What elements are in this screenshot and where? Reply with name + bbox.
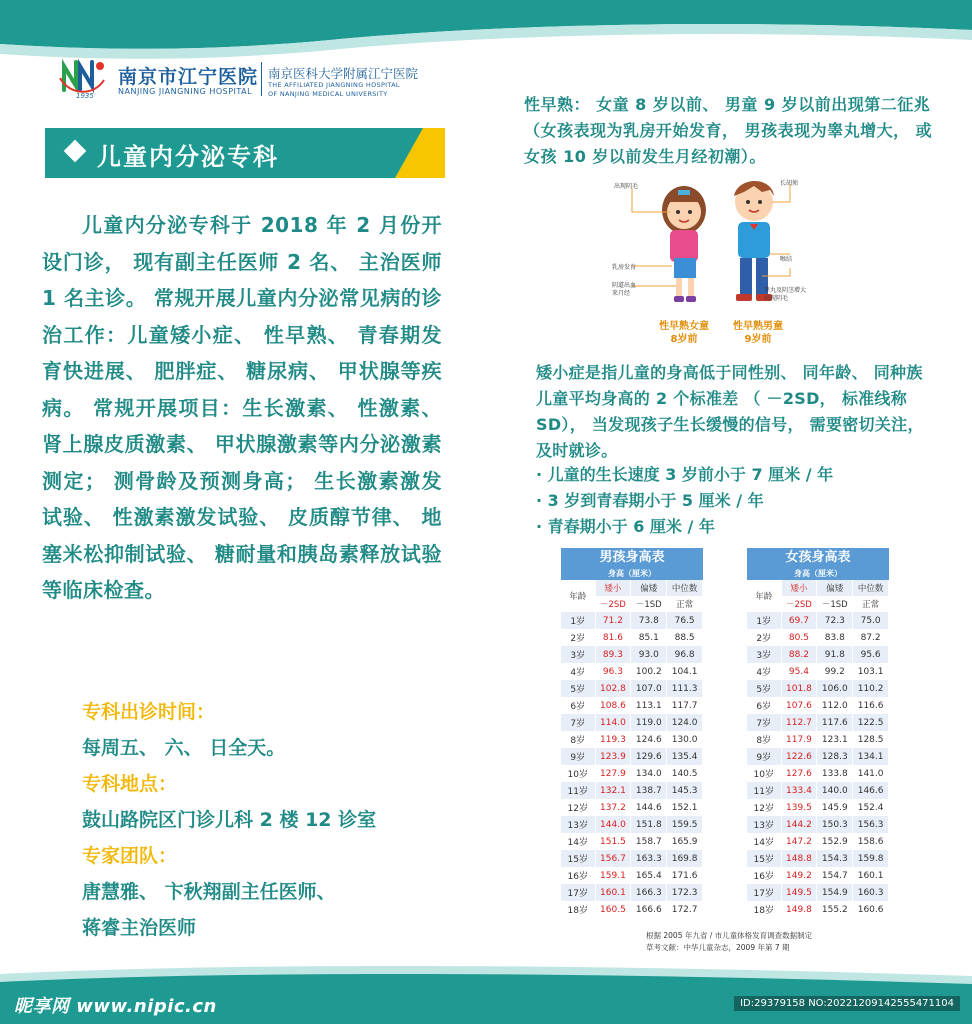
median-value-cell: 140.5: [667, 765, 703, 782]
table-row: [561, 629, 703, 646]
low-value-cell: 138.7: [631, 782, 667, 799]
low-value-cell: 166.6: [631, 901, 667, 918]
short-value-cell: 160.1: [595, 884, 631, 901]
median-value-cell: 75.0: [853, 612, 889, 629]
age-cell: 1岁: [561, 612, 595, 629]
girls-table-subtitle: 身高（厘米）: [794, 569, 842, 578]
short-value-cell: 160.5: [595, 901, 631, 918]
low-value-cell: 134.0: [631, 765, 667, 782]
growth-rate-item: · 3 岁到青春期小于 5 厘米 / 年: [536, 491, 764, 510]
department-intro: [42, 207, 442, 609]
median-value-cell: 122.5: [853, 714, 889, 731]
col-short: 矮小: [595, 580, 631, 596]
low-value-cell: 158.7: [631, 833, 667, 850]
age-cell: 6岁: [561, 697, 595, 714]
median-value-cell: 110.2: [853, 680, 889, 697]
age-cell: 2岁: [747, 629, 781, 646]
team-label: 专家团队：: [82, 845, 178, 867]
table-row: [747, 782, 889, 799]
department-title: 儿童内分泌专科: [97, 143, 279, 171]
table-row: [747, 731, 889, 748]
short-value-cell: 149.2: [781, 867, 817, 884]
median-value-cell: 159.5: [667, 816, 703, 833]
median-value-cell: 172.3: [667, 884, 703, 901]
affiliate-name-en-line1: THE AFFILIATED JIANGNING HOSPITAL: [268, 81, 400, 89]
girl-caption: [652, 320, 716, 346]
median-value-cell: 165.9: [667, 833, 703, 850]
low-value-cell: 154.3: [817, 850, 853, 867]
low-value-cell: 117.6: [817, 714, 853, 731]
hospital-name-en: NANJING JIANGNING HOSPITAL: [118, 87, 253, 96]
age-cell: 14岁: [561, 833, 595, 850]
team-value-line2: 蒋睿主治医师: [82, 917, 197, 939]
low-value-cell: 100.2: [631, 663, 667, 680]
low-value-cell: 113.1: [631, 697, 667, 714]
low-value-cell: 93.0: [631, 646, 667, 663]
median-value-cell: 95.6: [853, 646, 889, 663]
age-cell: 9岁: [561, 748, 595, 765]
age-cell: 17岁: [561, 884, 595, 901]
location-value: 鼓山路院区门诊儿科 2 楼 12 诊室: [82, 809, 377, 831]
low-value-cell: 145.9: [817, 799, 853, 816]
low-value-cell: 144.6: [631, 799, 667, 816]
table-row: [747, 680, 889, 697]
short-value-cell: 96.3: [595, 663, 631, 680]
table-row: [561, 680, 703, 697]
short-value-cell: 69.7: [781, 612, 817, 629]
age-cell: 14岁: [747, 833, 781, 850]
col-low-sd: －1SD: [631, 596, 667, 612]
hours-value: 每周五、 六、 日全天。: [82, 737, 286, 759]
median-value-cell: 88.5: [667, 629, 703, 646]
short-value-cell: 89.3: [595, 646, 631, 663]
median-value-cell: 76.5: [667, 612, 703, 629]
age-cell: 13岁: [747, 816, 781, 833]
low-value-cell: 85.1: [631, 629, 667, 646]
age-cell: 3岁: [747, 646, 781, 663]
low-value-cell: 128.3: [817, 748, 853, 765]
precocious-puberty-illustration: [612, 172, 812, 352]
girl-caption-line1: 性早熟女童: [659, 321, 709, 332]
table-row: [561, 782, 703, 799]
girls-table-grid: [747, 580, 889, 918]
affiliate-name-en: [268, 81, 400, 98]
age-cell: 18岁: [747, 901, 781, 918]
table-row: [561, 816, 703, 833]
median-value-cell: 117.7: [667, 697, 703, 714]
age-cell: 10岁: [747, 765, 781, 782]
growth-rate-item: · 青春期小于 6 厘米 / 年: [536, 517, 715, 536]
short-value-cell: 149.8: [781, 901, 817, 918]
table-row: [561, 697, 703, 714]
low-value-cell: 129.6: [631, 748, 667, 765]
watermark-id: ID:29379158 NO:20221209142555471104: [734, 996, 960, 1011]
table-row: [747, 901, 889, 918]
table-row: [747, 765, 889, 782]
low-value-cell: 99.2: [817, 663, 853, 680]
table-row: [747, 884, 889, 901]
boys-table-header: [561, 548, 703, 580]
age-cell: 11岁: [561, 782, 595, 799]
table-row: [747, 612, 889, 629]
low-value-cell: 140.0: [817, 782, 853, 799]
short-value-cell: 144.0: [595, 816, 631, 833]
short-value-cell: 81.6: [595, 629, 631, 646]
age-cell: 16岁: [561, 867, 595, 884]
low-value-cell: 123.1: [817, 731, 853, 748]
boys-table-subtitle: 身高（厘米）: [608, 569, 656, 578]
location-label: 专科地点：: [82, 773, 178, 795]
median-value-cell: 130.0: [667, 731, 703, 748]
watermark-brand: 昵享网 www.nipic.cn: [14, 996, 217, 1017]
boy-caption-line1: 性早熟男童: [733, 321, 783, 332]
median-value-cell: 116.6: [853, 697, 889, 714]
note-boy-beard: 长胡须: [780, 180, 799, 187]
table-row: [561, 867, 703, 884]
short-value-cell: 147.2: [781, 833, 817, 850]
median-value-cell: 171.6: [667, 867, 703, 884]
median-value-cell: 160.6: [853, 901, 889, 918]
age-cell: 3岁: [561, 646, 595, 663]
boys-table-title: 男孩身高表: [599, 550, 665, 565]
low-value-cell: 83.8: [817, 629, 853, 646]
girls-table-header: [747, 548, 889, 580]
low-value-cell: 124.6: [631, 731, 667, 748]
table-row: [747, 850, 889, 867]
low-value-cell: 91.8: [817, 646, 853, 663]
short-value-cell: 108.6: [595, 697, 631, 714]
age-cell: 11岁: [747, 782, 781, 799]
short-value-cell: 71.2: [595, 612, 631, 629]
low-value-cell: 152.9: [817, 833, 853, 850]
short-value-cell: 148.8: [781, 850, 817, 867]
data-source-note: [646, 930, 812, 954]
short-value-cell: 123.9: [595, 748, 631, 765]
note-girl-breast: 乳房发育: [612, 264, 637, 271]
low-value-cell: 165.4: [631, 867, 667, 884]
median-value-cell: 124.0: [667, 714, 703, 731]
table-row: [561, 612, 703, 629]
age-cell: 6岁: [747, 697, 781, 714]
short-value-cell: 95.4: [781, 663, 817, 680]
age-cell: 4岁: [561, 663, 595, 680]
age-cell: 13岁: [561, 816, 595, 833]
age-cell: 5岁: [747, 680, 781, 697]
low-value-cell: 154.7: [817, 867, 853, 884]
age-cell: 10岁: [561, 765, 595, 782]
growth-rate-item: · 儿童的生长速度 3 岁前小于 7 厘米 / 年: [536, 465, 834, 484]
col-low: 偏矮: [631, 580, 667, 596]
boy-caption-line2: 9岁前: [744, 334, 772, 345]
table-row: [561, 663, 703, 680]
low-value-cell: 72.3: [817, 612, 853, 629]
intro-text: 儿童内分泌专科于 2018 年 2 月份开设门诊， 现有副主任医师 2 名、 主治医师 1 名主诊。 常规开展儿童内分泌常见病的诊治工作：儿童矮小症、 性早熟、 青春期发育快进展、 肥胖症、 糖尿病、 甲状腺等疾病。 常规开展项目：生长激素、 性激素、 肾上腺皮质激素、 甲状腺激素等内分泌激素测定； 测骨龄及预测身高； 生长激素激发试验、 性激素激发试验、 皮质醇节律、 地塞米松抑制试验、 糖耐量和胰岛素释放试验等临床检查。: [42, 213, 442, 602]
affiliate-name-en-line2: OF NANJING MEDICAL UNIVERSITY: [268, 89, 388, 98]
col-low-sd: －1SD: [817, 596, 853, 612]
median-value-cell: 158.6: [853, 833, 889, 850]
age-cell: 8岁: [561, 731, 595, 748]
age-cell: 12岁: [747, 799, 781, 816]
table-row: [561, 646, 703, 663]
short-value-cell: 112.7: [781, 714, 817, 731]
median-value-cell: 104.1: [667, 663, 703, 680]
table-row: [561, 765, 703, 782]
short-value-cell: 127.9: [595, 765, 631, 782]
table-row: [747, 663, 889, 680]
col-median-sd: 正常: [667, 596, 703, 612]
median-value-cell: 141.0: [853, 765, 889, 782]
short-value-cell: 102.8: [595, 680, 631, 697]
table-row: [561, 748, 703, 765]
low-value-cell: 112.0: [817, 697, 853, 714]
hospital-name-cn: 南京市江宁医院: [118, 66, 259, 88]
age-cell: 16岁: [747, 867, 781, 884]
table-row: [747, 867, 889, 884]
col-median: 中位数: [667, 580, 703, 596]
short-value-cell: 144.2: [781, 816, 817, 833]
low-value-cell: 166.3: [631, 884, 667, 901]
table-row: [561, 901, 703, 918]
median-value-cell: 169.8: [667, 850, 703, 867]
age-cell: 7岁: [561, 714, 595, 731]
age-cell: 15岁: [747, 850, 781, 867]
low-value-cell: 133.8: [817, 765, 853, 782]
low-value-cell: 107.0: [631, 680, 667, 697]
median-value-cell: 145.3: [667, 782, 703, 799]
short-value-cell: 119.3: [595, 731, 631, 748]
age-cell: 15岁: [561, 850, 595, 867]
note-boy-voice: 喉结: [780, 256, 793, 263]
col-age: 年龄: [747, 580, 781, 612]
boys-table-grid: [561, 580, 703, 918]
age-cell: 8岁: [747, 731, 781, 748]
age-cell: 17岁: [747, 884, 781, 901]
median-value-cell: 160.3: [853, 884, 889, 901]
age-cell: 7岁: [747, 714, 781, 731]
note-girl-period-2: 来月经: [612, 290, 631, 297]
age-cell: 5岁: [561, 680, 595, 697]
low-value-cell: 154.9: [817, 884, 853, 901]
low-value-cell: 106.0: [817, 680, 853, 697]
clinic-info: [82, 694, 462, 946]
median-value-cell: 146.6: [853, 782, 889, 799]
table-row: [561, 850, 703, 867]
table-row: [561, 884, 703, 901]
table-row: [747, 629, 889, 646]
short-value-cell: 114.0: [595, 714, 631, 731]
median-value-cell: 152.4: [853, 799, 889, 816]
col-short-sd: －2SD: [595, 596, 631, 612]
low-value-cell: 73.8: [631, 612, 667, 629]
median-value-cell: 134.1: [853, 748, 889, 765]
short-value-cell: 122.6: [781, 748, 817, 765]
table-row: [747, 816, 889, 833]
median-value-cell: 156.3: [853, 816, 889, 833]
table-row: [561, 799, 703, 816]
boy-caption: [726, 320, 790, 346]
short-value-cell: 117.9: [781, 731, 817, 748]
affiliate-name-cn: 南京医科大学附属江宁医院: [268, 66, 419, 81]
median-value-cell: 111.3: [667, 680, 703, 697]
table-row: [561, 731, 703, 748]
short-value-cell: 156.7: [595, 850, 631, 867]
logo-divider: [261, 62, 262, 96]
team-value-line1: 唐慧雅、 卞秋翔副主任医师、: [82, 881, 336, 903]
short-value-cell: 149.5: [781, 884, 817, 901]
low-value-cell: 155.2: [817, 901, 853, 918]
low-value-cell: 163.3: [631, 850, 667, 867]
median-value-cell: 152.1: [667, 799, 703, 816]
note-boy-testis-1: 睾丸及阴茎增大: [764, 287, 807, 294]
short-value-cell: 137.2: [595, 799, 631, 816]
girls-height-table: [747, 548, 889, 918]
note-boy-testis-2: 出现阴毛: [764, 295, 789, 302]
table-row: [747, 714, 889, 731]
median-value-cell: 128.5: [853, 731, 889, 748]
col-short: 矮小: [781, 580, 817, 596]
girl-caption-line2: 8岁前: [670, 334, 698, 345]
age-cell: 12岁: [561, 799, 595, 816]
table-row: [747, 697, 889, 714]
short-stature-text: 矮小症是指儿童的身高低于同性别、 同年龄、 同种族儿童平均身高的 2 个标准差 （ －2SD， 标准线称 SD）， 当发现孩子生长缓慢的信号， 需要密切关注， 及时就诊。: [536, 363, 924, 460]
hospital-logo: [58, 56, 448, 104]
col-short-sd: －2SD: [781, 596, 817, 612]
short-value-cell: 127.6: [781, 765, 817, 782]
girls-table-title: 女孩身高表: [785, 550, 851, 565]
age-cell: 18岁: [561, 901, 595, 918]
age-cell: 2岁: [561, 629, 595, 646]
boy-figure-icon: [734, 181, 774, 301]
hours-label: 专科出诊时间：: [82, 701, 216, 723]
low-value-cell: 151.8: [631, 816, 667, 833]
age-cell: 4岁: [747, 663, 781, 680]
short-value-cell: 139.5: [781, 799, 817, 816]
median-value-cell: 135.4: [667, 748, 703, 765]
note-girl-period-1: 阴道出血: [612, 282, 637, 289]
short-value-cell: 133.4: [781, 782, 817, 799]
col-median-sd: 正常: [853, 596, 889, 612]
boys-height-table: [561, 548, 703, 918]
low-value-cell: 150.3: [817, 816, 853, 833]
short-value-cell: 88.2: [781, 646, 817, 663]
girl-figure-icon: [662, 186, 706, 302]
median-value-cell: 172.7: [667, 901, 703, 918]
short-value-cell: 151.5: [595, 833, 631, 850]
short-value-cell: 80.5: [781, 629, 817, 646]
median-value-cell: 87.2: [853, 629, 889, 646]
short-value-cell: 132.1: [595, 782, 631, 799]
note-girl-hair: 出现阴毛: [614, 183, 639, 190]
short-value-cell: 107.6: [781, 697, 817, 714]
col-low: 偏矮: [817, 580, 853, 596]
table-row: [747, 748, 889, 765]
table-row: [747, 833, 889, 850]
table-row: [561, 833, 703, 850]
median-value-cell: 96.8: [667, 646, 703, 663]
median-value-cell: 159.8: [853, 850, 889, 867]
source-line1: 根据 2005 年九省 / 市儿童体格发育调查数据制定: [646, 931, 813, 940]
table-row: [747, 799, 889, 816]
founding-year: 1935: [76, 92, 94, 100]
table-row: [561, 714, 703, 731]
department-title-banner: [45, 128, 445, 178]
median-value-cell: 160.1: [853, 867, 889, 884]
growth-rate-list: [536, 462, 936, 540]
median-value-cell: 103.1: [853, 663, 889, 680]
age-cell: 9岁: [747, 748, 781, 765]
col-age: 年龄: [561, 580, 595, 612]
col-median: 中位数: [853, 580, 889, 596]
source-line2: 草考文献：中华儿童杂志，2009 年第 7 期: [646, 943, 790, 952]
table-row: [747, 646, 889, 663]
short-value-cell: 159.1: [595, 867, 631, 884]
age-cell: 1岁: [747, 612, 781, 629]
precocious-puberty-text: 性早熟： 女童 8 岁以前、 男童 9 岁以前出现第二征兆 （女孩表现为乳房开始发育， 男孩表现为睾丸增大， 或女孩 10 岁以前发生月经初潮）。: [524, 95, 933, 166]
short-value-cell: 101.8: [781, 680, 817, 697]
low-value-cell: 119.0: [631, 714, 667, 731]
